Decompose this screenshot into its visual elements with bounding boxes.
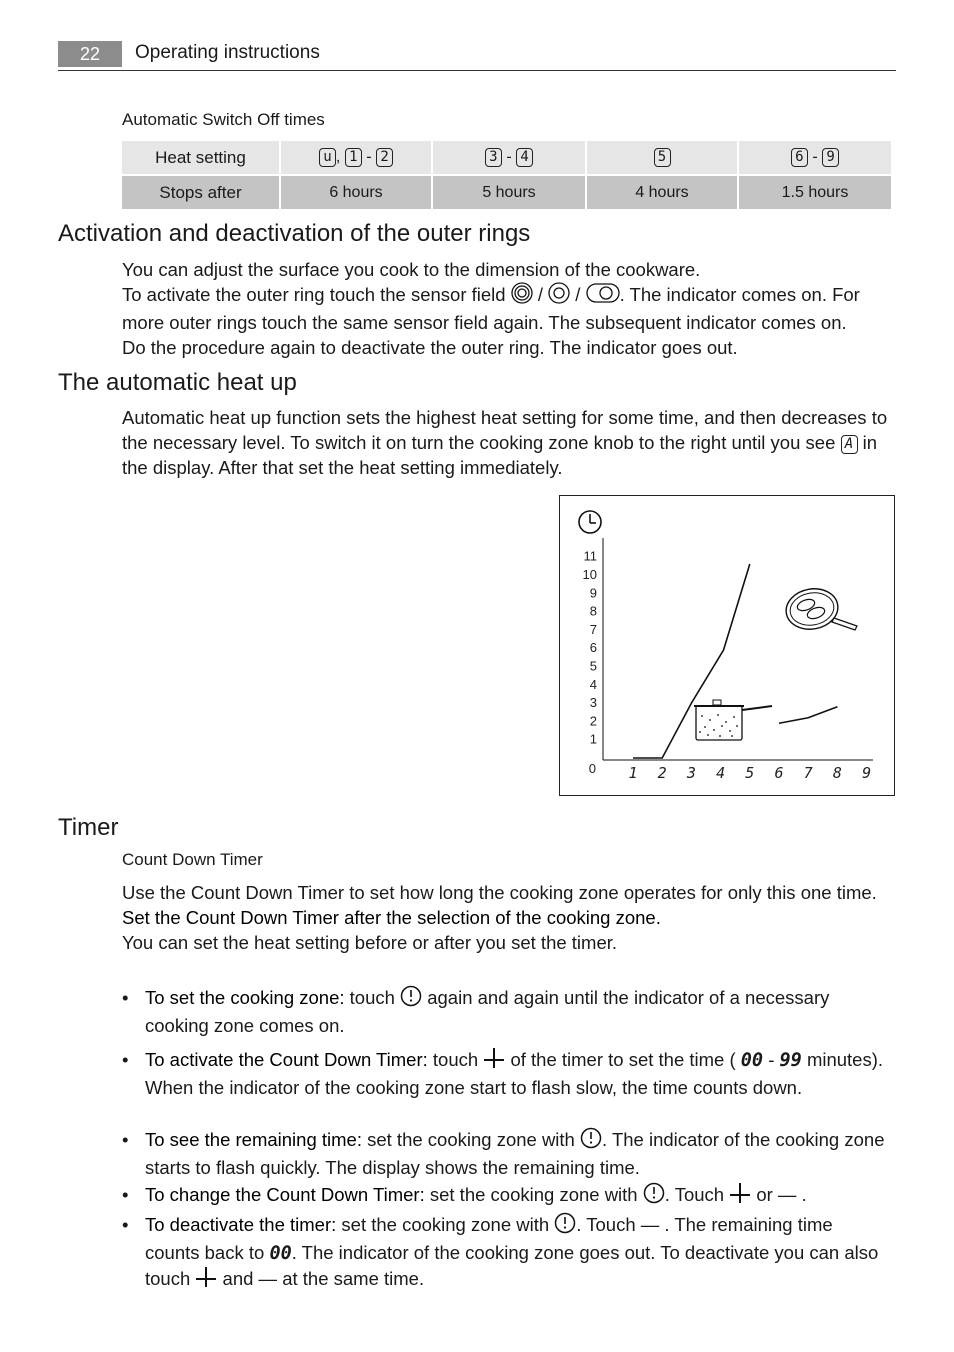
- x-tick-label: 4: [716, 764, 726, 782]
- section-heading-timer: Timer: [58, 814, 119, 841]
- text: touch: [432, 1049, 479, 1070]
- text: Automatic heat up function sets the highest heat setting for some time, and then decreases to the necessary level. To switch it on turn the cooking zone knob to the right until you see: [122, 407, 888, 453]
- bullet: •: [122, 987, 129, 1008]
- seg-digit: 9: [822, 148, 839, 167]
- timer-subheading: Count Down Timer: [122, 850, 263, 869]
- y-tick-label: 5: [589, 658, 597, 674]
- seg-digit: 6: [791, 148, 808, 167]
- slash: /: [537, 284, 544, 305]
- seg-digit: u: [319, 148, 336, 167]
- text: and — at the same time.: [222, 1268, 425, 1290]
- list-item: [122, 985, 892, 1038]
- switch-off-table: [120, 139, 893, 211]
- cooking-zone-selector-icon: [554, 1212, 576, 1240]
- y-tick-label: 6: [589, 640, 597, 656]
- cooking-zone-selector-icon: [400, 985, 422, 1013]
- y-tick-label: 3: [589, 695, 597, 711]
- bullet-lead: To set the cooking zone:: [145, 987, 345, 1008]
- stops-after-value: 6 hours: [281, 176, 431, 209]
- timer-zero-display: 00: [269, 1243, 292, 1265]
- double-ring-icon: [548, 282, 570, 310]
- separator: -: [812, 148, 818, 166]
- heat-setting-cell: [433, 141, 585, 174]
- running-header-title: Operating instructions: [135, 42, 320, 63]
- stops-after-value: 1.5 hours: [739, 176, 891, 209]
- y-tick-label: 1: [589, 731, 597, 747]
- text: set the cooking zone with: [341, 1214, 550, 1235]
- display-a-symbol: A: [841, 435, 858, 454]
- pan-icon: [783, 585, 857, 633]
- text: set the cooking zone with: [429, 1184, 638, 1205]
- y-tick-label: 8: [589, 603, 597, 619]
- plus-icon: [729, 1182, 751, 1210]
- text: To activate the outer ring touch the sensor field: [122, 284, 506, 305]
- paragraph: You can set the heat setting before or after you set the timer.: [122, 932, 618, 953]
- bullet: •: [122, 1129, 129, 1150]
- seg-digit: 3: [485, 148, 502, 167]
- list-item: [122, 1182, 892, 1210]
- seg-digit: 1: [345, 148, 362, 167]
- seg-digit: 4: [516, 148, 533, 167]
- seg-digit: 5: [654, 148, 671, 167]
- triple-ring-icon: [511, 282, 533, 310]
- text: . The indicator comes on. For more outer rings touch the same sensor field again. The subsequent indicator comes on.: [122, 284, 860, 334]
- text: in the display. After that set the heat setting immediately.: [122, 432, 878, 478]
- text: minutes). When the indicator of the cooking zone start to flash slow, the time counts down.: [145, 1049, 884, 1099]
- series-line-2: [779, 707, 837, 723]
- bullet-lead: To change the Count Down Timer:: [145, 1184, 425, 1205]
- x-tick-label: 1: [628, 764, 638, 782]
- timer-min-display: 00: [740, 1050, 764, 1071]
- x-tick-label: 2: [657, 764, 667, 782]
- y-tick-label: 7: [589, 621, 597, 637]
- paragraph: You can adjust the surface you cook to the dimension of the cookware.: [122, 259, 701, 280]
- x-tick-label: 8: [832, 764, 842, 782]
- section-heading-outer-rings: Activation and deactivation of the outer rings: [58, 220, 531, 247]
- header-divider: [58, 70, 896, 71]
- timer-max-display: 99: [779, 1050, 802, 1071]
- heat-setting-cell: [281, 141, 431, 174]
- bullet-lead: To activate the Count Down Timer:: [145, 1049, 428, 1070]
- text: . The indicator of the cooking zone starts to flash quickly. The display shows the remaining time.: [145, 1129, 885, 1179]
- section-heading-heat-up: The automatic heat up: [58, 369, 297, 396]
- paragraph: Use the Count Down Timer to set how long the cooking zone operates for only this one time.: [122, 882, 877, 903]
- separator: -: [366, 148, 372, 166]
- outer-rings-text: [122, 257, 902, 360]
- x-tick-label: 7: [803, 764, 813, 782]
- list-item: [122, 1047, 892, 1100]
- y-tick-label: 9: [589, 585, 597, 601]
- page-number: 22: [58, 41, 122, 67]
- seg-digit: 2: [376, 148, 393, 167]
- y-tick-label: 4: [589, 676, 597, 692]
- clock-icon: [579, 511, 601, 533]
- text: . The indicator of the cooking zone goes out. To deactivate you can also touch: [145, 1242, 879, 1290]
- plus-icon: [195, 1266, 217, 1294]
- heat-up-text: [122, 405, 902, 480]
- bullet: •: [122, 1214, 129, 1235]
- heat-setting-cell: [739, 141, 891, 174]
- text: -: [768, 1049, 775, 1070]
- text: of the timer to set the time (: [510, 1049, 736, 1070]
- stops-after-value: 4 hours: [587, 176, 737, 209]
- y-tick-label: 0: [588, 761, 596, 776]
- heat-up-graph: [559, 495, 895, 796]
- table-caption: Automatic Switch Off times: [122, 110, 325, 129]
- pot-icon: [694, 700, 772, 740]
- y-tick-label: 10: [582, 567, 597, 582]
- y-tick-label: 2: [589, 713, 597, 729]
- paragraph: Do the procedure again to deactivate the outer ring. The indicator goes out.: [122, 337, 738, 359]
- text: . Touch — . The remaining time counts back to: [145, 1214, 833, 1264]
- cooking-zone-selector-icon: [643, 1182, 665, 1210]
- stops-after-value: 5 hours: [433, 176, 585, 209]
- separator: ,: [335, 148, 341, 166]
- text: or — .: [756, 1184, 807, 1205]
- bullet-lead: To see the remaining time:: [145, 1129, 362, 1150]
- x-tick-label: 3: [686, 764, 696, 782]
- y-tick-label: 11: [583, 548, 597, 564]
- text: touch: [349, 987, 395, 1008]
- text: . Touch: [664, 1184, 725, 1205]
- graph-canvas: [560, 496, 894, 795]
- timer-intro: [122, 880, 902, 955]
- oval-ring-icon: [586, 282, 620, 310]
- paragraph: Set the Count Down Timer after the selection of the cooking zone.: [122, 907, 661, 928]
- heat-setting-cell: [587, 141, 737, 174]
- x-tick-label: 9: [862, 764, 872, 782]
- separator: -: [506, 148, 512, 166]
- text: set the cooking zone with: [367, 1129, 575, 1150]
- cooking-zone-selector-icon: [580, 1127, 602, 1155]
- bullet: •: [122, 1184, 129, 1205]
- x-tick-label: 5: [745, 764, 755, 782]
- list-item: [122, 1212, 892, 1294]
- stops-after-label: Stops after: [122, 176, 279, 209]
- paragraph: [122, 282, 902, 335]
- list-item: [122, 1127, 892, 1180]
- text: again and again until the indicator of a necessary cooking zone comes on.: [145, 987, 830, 1037]
- slash: /: [575, 284, 581, 305]
- heat-setting-label: Heat setting: [122, 141, 279, 174]
- bullet: •: [122, 1049, 129, 1070]
- plus-icon: [483, 1047, 505, 1075]
- bullet-lead: To deactivate the timer:: [145, 1214, 337, 1235]
- x-tick-label: 6: [774, 764, 784, 782]
